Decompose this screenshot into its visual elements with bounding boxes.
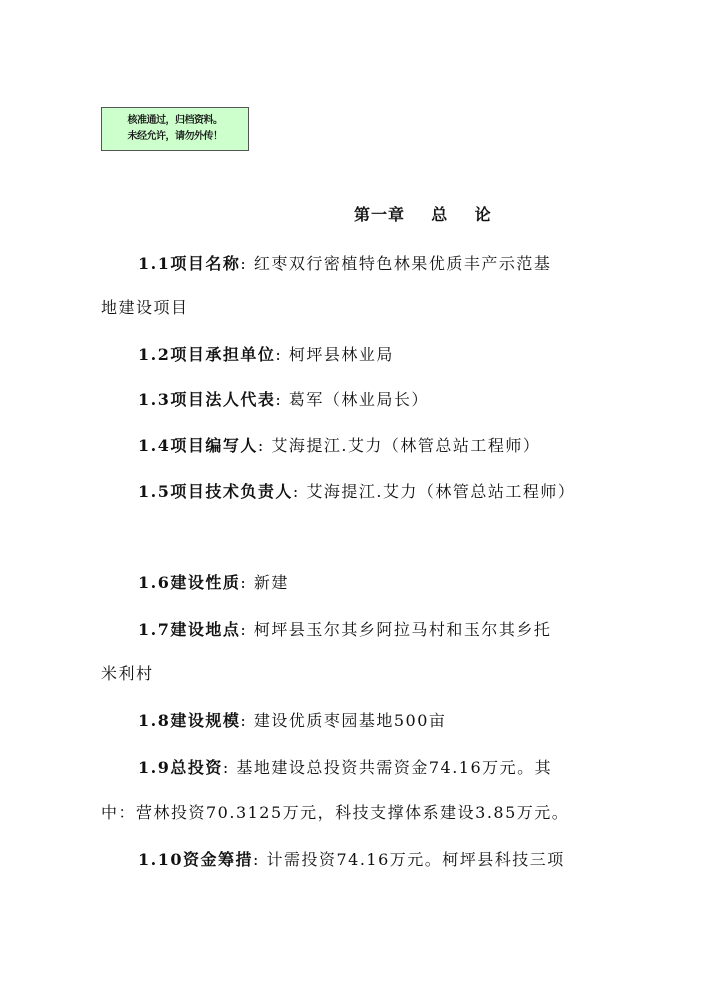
item-construction-site <box>0 615 703 645</box>
item-sep: : <box>240 254 248 273</box>
item-technical-lead <box>0 477 703 507</box>
item-construction-site-cont: 米利村 <box>101 664 154 683</box>
item-sep: : <box>292 482 300 501</box>
item-value: 新建 <box>253 573 289 592</box>
item-project-name <box>0 249 703 279</box>
item-value: 建设优质枣园基地500亩 <box>253 711 447 730</box>
item-key: 1.2项目承担单位 <box>138 345 276 364</box>
item-funding-source <box>0 845 703 875</box>
item-sep: : <box>222 758 230 777</box>
item-sep: : <box>275 345 283 364</box>
item-sep: : <box>257 436 265 455</box>
item-author <box>0 431 703 461</box>
item-key: 1.7建设地点 <box>138 620 241 639</box>
item-key: 1.6建设性质 <box>138 573 241 592</box>
item-key: 1.9总投资 <box>138 758 223 777</box>
item-project-name-cont: 地建设项目 <box>101 298 189 317</box>
item-sep: : <box>275 390 283 409</box>
item-undertaking-unit <box>0 340 703 370</box>
item-sep: : <box>240 573 248 592</box>
item-sep: : <box>240 711 248 730</box>
item-sep: : <box>240 620 248 639</box>
item-value: 柯坪县玉尔其乡阿拉马村和玉尔其乡托 <box>253 620 552 639</box>
item-key: 1.8建设规模 <box>138 711 241 730</box>
item-value: 柯坪县林业局 <box>288 345 394 364</box>
item-construction-nature <box>0 568 703 598</box>
item-key: 1.5项目技术负责人 <box>138 482 293 501</box>
item-total-investment-cont: 中：营林投资70.3125万元，科技支撑体系建设3.85万元。 <box>101 803 570 822</box>
item-value: 基地建设总投资共需资金74.16万元。其 <box>236 758 553 777</box>
item-total-investment <box>0 753 703 783</box>
chapter-title: 第一章 总 论 <box>354 205 492 224</box>
stamp-line-1: 核准通过，归档资料。 <box>127 115 223 126</box>
item-construction-scale <box>0 706 703 736</box>
item-value: 艾海提江.艾力（林管总站工程师） <box>306 482 576 501</box>
item-value: 葛军（林业局长） <box>288 390 429 409</box>
item-value: 计需投资74.16万元。柯坪县科技三项 <box>266 850 565 869</box>
item-key: 1.3项目法人代表 <box>138 390 276 409</box>
stamp-line-2: 未经允许，请勿外传！ <box>127 131 223 142</box>
item-value: 红枣双行密植特色林果优质丰产示范基 <box>253 254 552 273</box>
item-key: 1.1项目名称 <box>138 254 241 273</box>
item-key: 1.10资金筹措 <box>138 850 253 869</box>
item-value: 艾海提江.艾力（林管总站工程师） <box>271 436 541 455</box>
item-sep: : <box>252 850 260 869</box>
item-key: 1.4项目编写人 <box>138 436 258 455</box>
approval-stamp <box>101 107 249 151</box>
item-legal-representative <box>0 385 703 415</box>
